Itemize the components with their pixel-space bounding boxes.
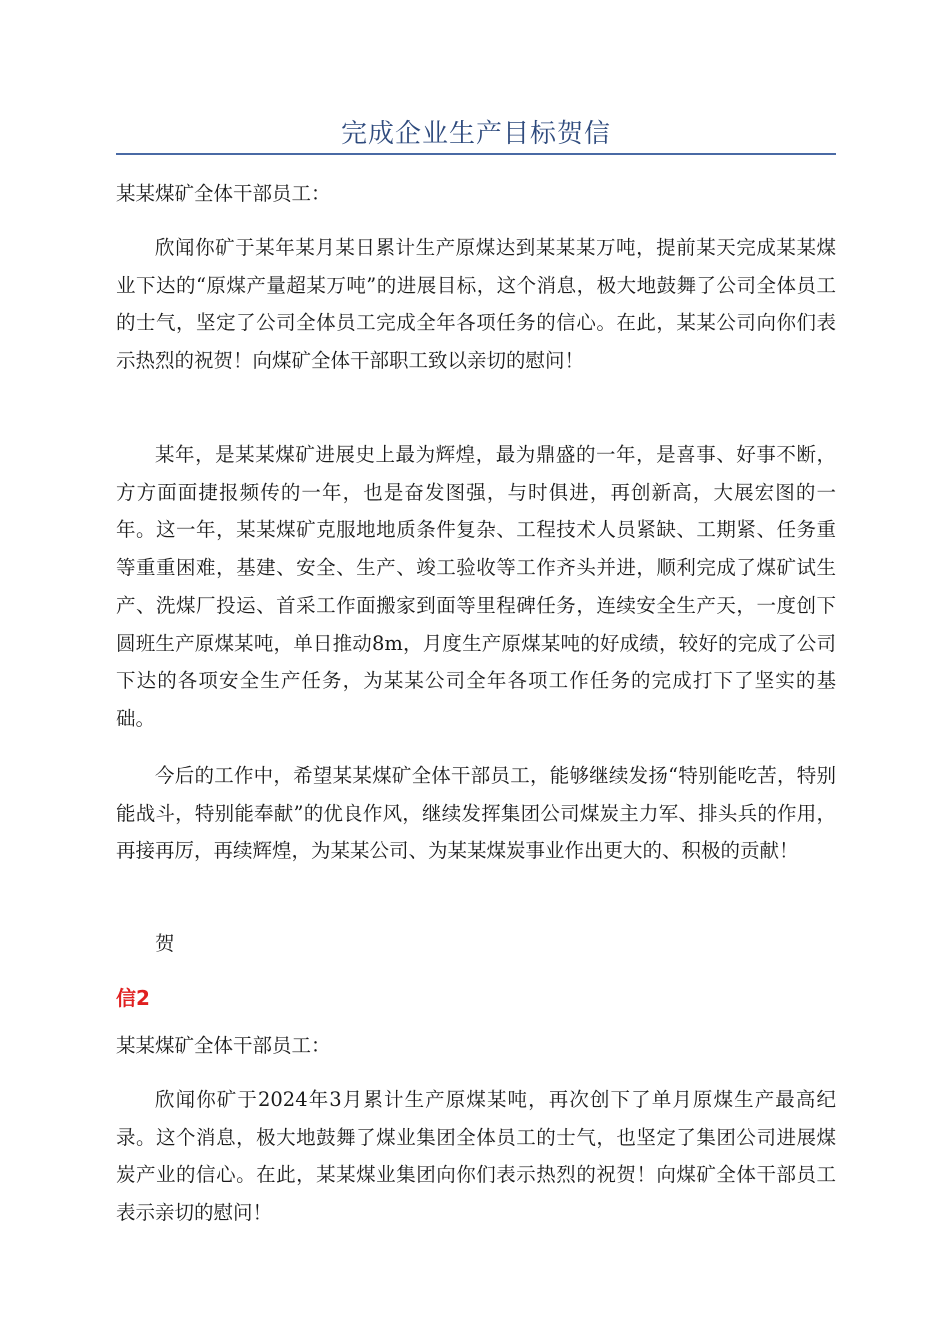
- letter1-salutation: 某某煤矿全体干部员工：: [116, 182, 331, 205]
- letter2-paragraph-1: 欣闻你矿于2024年3月累计生产原煤某吨，再次创下了单月原煤生产最高纪录。这个消息，极大地鼓舞了煤业集团全体员工的士气，也坚定了集团公司进展煤炭产业的信心。在此，某某煤业集团向你们表示热烈的祝贺！向煤矿全体干部员工表示亲切的慰问！: [116, 1088, 836, 1225]
- letter1-paragraph-1: 欣闻你矿于某年某月某日累计生产原煤达到某某某万吨，提前某天完成某某煤业下达的“原煤产量超某万吨”的进展目标，这个消息，极大地鼓舞了公司全体员工的士气，坚定了公司全体员工完成全年各项任务的信心。在此，某某公司向你们表示热烈的祝贺！向煤矿全体干部职工致以亲切的慰问！: [116, 236, 836, 373]
- letter1-paragraph-3: 今后的工作中，希望某某煤矿全体干部员工，能够继续发扬“特别能吃苦，特别能战斗，特别能奉献”的优良作风，继续发挥集团公司煤炭主力军、排头兵的作用，再接再厉，再续辉煌，为某某公司、为某某煤炭事业作出更大的、积极的贡献！: [116, 764, 836, 863]
- document-title: 完成企业生产目标贺信: [340, 119, 611, 149]
- letter2-heading: 信2: [116, 986, 150, 1010]
- title-underline: [116, 153, 836, 155]
- letter2-salutation: 某某煤矿全体干部员工：: [116, 1034, 331, 1057]
- letter1-paragraph-2: 某年，是某某煤矿进展史上最为辉煌，最为鼎盛的一年，是喜事、好事不断，方方面面捷报频传的一年，也是奋发图强，与时俱进，再创新高，大展宏图的一年。这一年，某某煤矿克服地地质条件复杂、工程技术人员紧缺、工期紧、任务重等重重困难，基建、安全、生产、竣工验收等工作齐头并进，顺利完成了煤矿试生产、洗煤厂投运、首采工作面搬家到面等里程碑任务，连续安全生产天，一度创下圆班生产原煤某吨，单日推动8m，月度生产原煤某吨的好成绩，较好的完成了公司下达的各项安全生产任务，为某某公司全年各项工作任务的完成打下了坚实的基础。: [116, 443, 836, 730]
- letter1-closing: 贺: [155, 932, 175, 955]
